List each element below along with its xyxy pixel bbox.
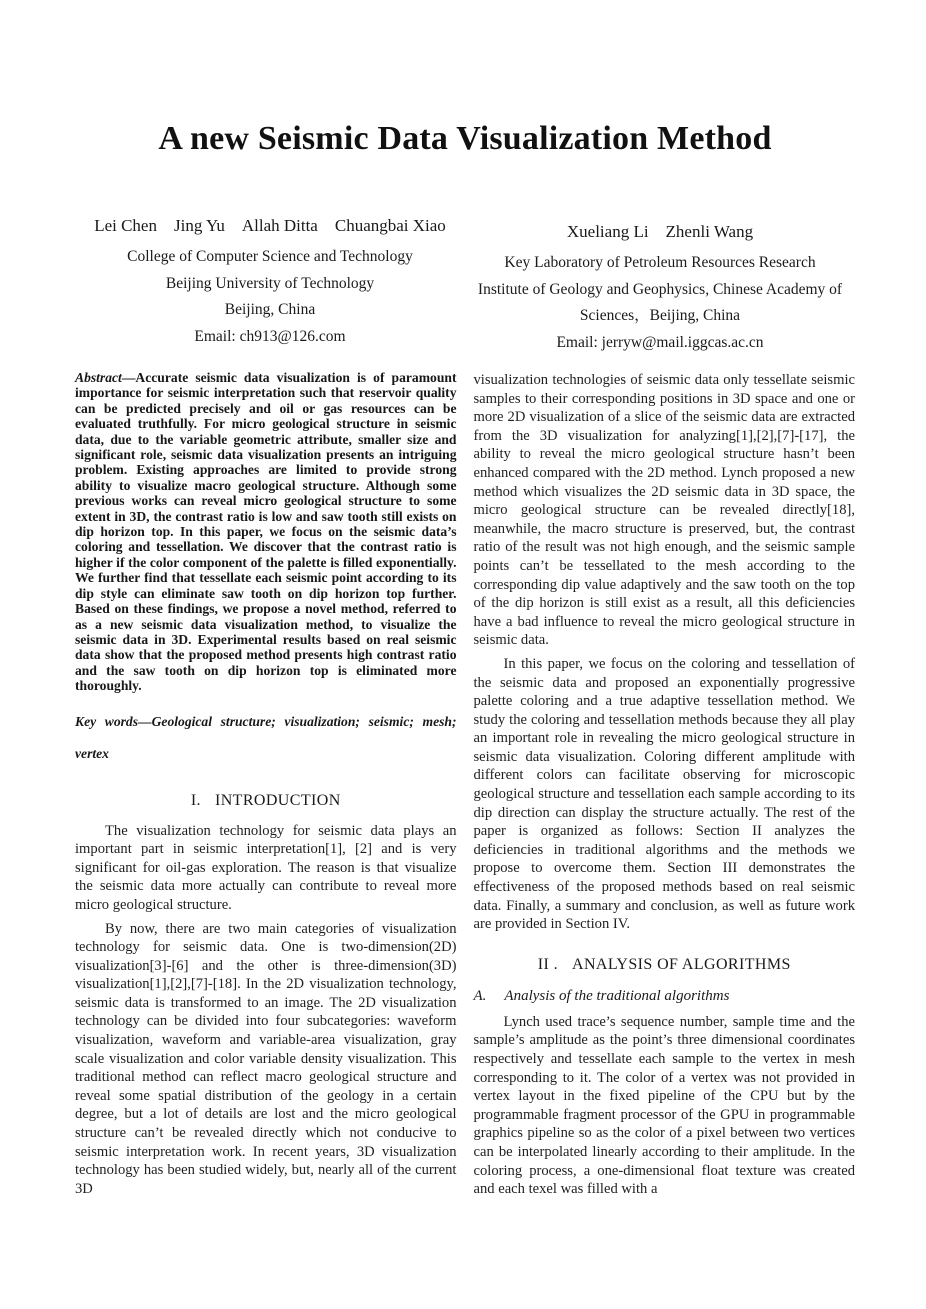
affiliation-line: Sciences，Beijing, China — [579, 307, 741, 324]
intro-paragraph-2-continued: visualization technologies of seismic data only tessellate seismic samples to their corresponding positions in 3D space and one or more 2D visualization of a slice of the seismic data are extracted from the 3D visualization for analyzing[1],[2],[7]-[17], the ability to reveal the micro geological structure hasn’t been enhanced compared with the 2D method. Lynch proposed a new method which visualizes the 2D seismic data in 3D space, the micro geological structure can be revealed directly[18], meanwhile, the macro structure is preserved, but, the contrast ratio of the result was not high enough, and the seismic sample points can’t be tessellated to the mesh according to the corresponding dip value adaptively and the saw tooth on the top of the dip horizon is still exist as a result, all this deficiencies have a bad influence to reveal the micro geological structure in seismic data. — [473, 372, 855, 649]
abstract-text: —Accurate seismic data visualization is of paramount importance for seismic interpretation such that reservoir quality can be predicted precisely and oil or gas resources can be evaluated truthfully. For micro geological structure in seismic data, due to the variable geometric attribute, smaller size and significant role, seismic data visualization presents an intriguing problem. Existing approaches are limited to provide strong ability to visualize macro geological structure. Although some previous works can reveal micro geological structure to some extent in 3D, the contrast ratio is low and saw tooth still exists on dip horizon top. In this paper, we focus on the seismic data’s coloring and tessellation. We discover that the contrast ratio is higher if the color component of the palette is filled exponentially. We further find that tessellate each seismic point according to its dip style can eliminate saw tooth on dip horizon top further. Based on these findings, we propose a novel method, referred to as a new seismic data visualization method, to visualize the seismic data in 3D. Experimental results based on real seismic data show that the proposed method presents high contrast ratio and the saw tooth on dip horizon top is eliminated more thoroughly. — [75, 370, 457, 694]
analysis-paragraph-1: Lynch used trace’s sequence number, sample time and the sample’s amplitude as the point’s three dimensional coordinates respectively and tessellate each sample to the vertex in mesh corresponding to it. The color of a vertex was not provided in vertex layout in the fixed pipeline of the CPU but by the programmable fragment processor of the GPU in programmable graphics pipeline so as the color of a pixel between two vertices can be interpolated linearly according to their amplitude. In the coloring process, a one-dimensional float texture was created and each texel was filled with a — [473, 1013, 855, 1198]
subsection-heading-a — [474, 988, 856, 1005]
section-heading-analysis — [474, 956, 856, 974]
two-column-body — [75, 370, 855, 1204]
author-name: Chuangbai Xiao — [334, 216, 446, 235]
page-title: A new Seismic Data Visualization Method — [158, 120, 772, 157]
left-column — [75, 370, 457, 1204]
affiliation-line: Key Laboratory of Petroleum Resources Research — [504, 254, 816, 271]
intro-paragraph-1: The visualization technology for seismic data plays an important part in seismic interpretation[1], [2] and is very significant for oil-gas exploration. The reason is that visualize the seismic data more actually can contribute to reveal more micro geological structure. — [75, 822, 457, 913]
author-block-left — [75, 216, 465, 350]
author-block-right — [465, 216, 855, 356]
affiliation-line: Beijing, China — [224, 301, 316, 318]
section-title: ANALYSIS OF ALGORITHMS — [571, 955, 791, 973]
section-number: I. — [190, 791, 201, 809]
affiliation-line: Institute of Geology and Geophysics, Chinese Academy of — [477, 280, 843, 298]
author-blocks — [75, 216, 855, 356]
affiliation-line: College of Computer Science and Technology — [127, 248, 413, 265]
author-email-right: Email: jerryw@mail.iggcas.ac.cn — [556, 333, 764, 351]
author-name: Xueliang Li — [566, 222, 649, 241]
keywords-paragraph: Key words—Geological structure; visualization; seismic; mesh; vertex — [75, 713, 457, 761]
section-number: II . — [537, 955, 558, 973]
author-email-left: Email: ch913@126.com — [194, 327, 346, 345]
affiliation-line: Beijing University of Technology — [165, 274, 375, 292]
subsection-number: A. — [473, 987, 487, 1004]
author-name: Allah Ditta — [241, 216, 318, 235]
author-name: Lei Chen — [94, 216, 157, 235]
right-column — [474, 370, 856, 1204]
author-names-left — [75, 216, 465, 236]
author-names-right — [465, 222, 855, 242]
section-heading-introduction — [75, 792, 457, 810]
subsection-title: Analysis of the traditional algorithms — [504, 987, 730, 1004]
abstract-paragraph — [75, 370, 457, 694]
abstract-label: Abstract — [75, 370, 122, 385]
intro-paragraph-2: By now, there are two main categories of visualization technology for seismic data. One is two-dimension(2D) visualization[3]-[6] and the other is three-dimension(3D) visualization[1],[2],[7]-[18]. In the 2D visualization technology, seismic data is transformed to an image. The 2D visualization technology can be divided into four subcategories: waveform visualization, waveform and variable-area visualization, gray scale visualization and color variable density visualization. This traditional method can reflect macro geological structure and reveal some spatial distribution of the geology in a certain degree, but a lot of details are lost and the micro geological structure can’t be revealed directly which not conducive to seismic interpretation work. In recent years, 3D visualization technology has been studied widely, but, nearly all of the current 3D — [75, 920, 457, 1197]
author-name: Jing Yu — [173, 216, 225, 235]
section-title: INTRODUCTION — [214, 791, 341, 809]
author-name: Zhenli Wang — [665, 222, 754, 241]
intro-paragraph-3: In this paper, we focus on the coloring and tessellation of the seismic data and proposed an exponentially progressive palette coloring and a true adaptive tessellation method. We study the coloring and tessellation methods because they all play an important role in revealing the micro geological structure in seismic data visualization. Coloring different amplitude with different colors can facilitate observing for microscopic geological structure and tessellation each sample according to its dip direction can display the structure actually. The rest of the paper is organized as follows: Section II analyzes the deficiencies in traditional algorithms and the methods we propose to overcome them. Section III demonstrates the effectiveness of the proposed methods based on real seismic data. Finally, a summary and conclusion, as well as future work are provided in Section IV. — [473, 655, 855, 933]
